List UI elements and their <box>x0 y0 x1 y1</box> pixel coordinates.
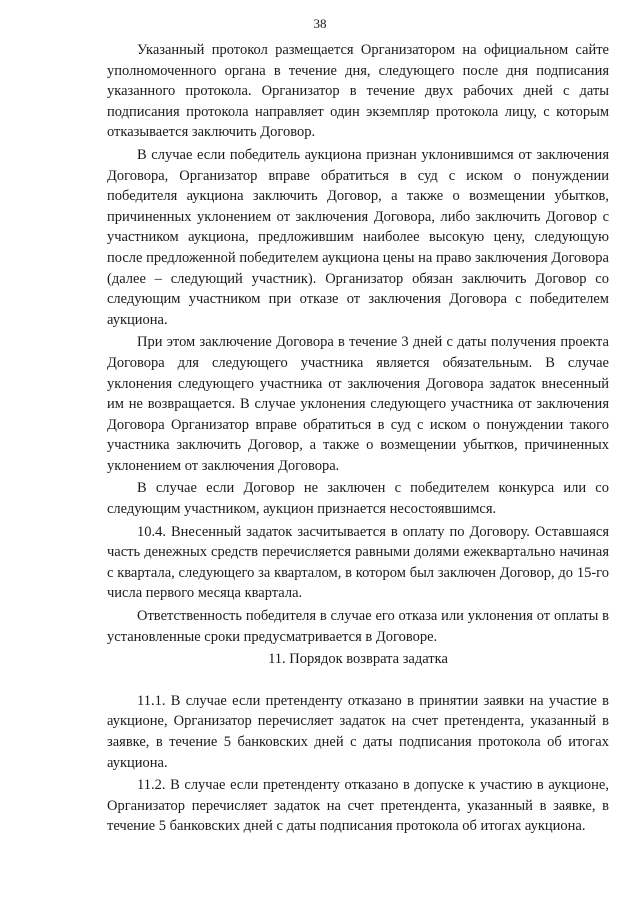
page-number: 38 <box>313 16 327 31</box>
paragraph-11-1: 11.1. В случае если претенденту отказано в принятии заявки на участие в аукционе, Организатор перечисляет задаток на счет претендента, указанный в заявке, в течение 5 банковских дней с даты подписания протокола об итогах аукциона. <box>107 692 609 771</box>
section-heading: 11. Порядок возврата задатка <box>268 651 448 668</box>
paragraph-11-2: 11.2. В случае если претенденту отказано в допуске к участию в аукционе, Организатор перечисляет задаток на счет претендента, указанный в заявке, в течение 5 банковских дней с даты подписания протокола об итогах аукциона. <box>107 777 609 835</box>
document-body <box>107 40 609 837</box>
paragraph-winner-liability: Ответственность победителя в случае его отказа или уклонения от оплаты в установленные сроки предусматривается в Договоре. <box>107 608 609 645</box>
paragraph-protocol-publication: Указанный протокол размещается Организатором на официальном сайте уполномоченного органа в течение дня, следующего после дня подписания указанного протокола. Организатор в течение двух рабочих дней с даты подписания протокола направляет один экземпляр протокола лицу, с которым отказывается заключить Договор. <box>107 42 609 141</box>
paragraph-10-4: 10.4. Внесенный задаток засчитывается в оплату по Договору. Оставшаяся часть денежных средств перечисляется равными долями ежеквартально начиная с квартала, следующего за кварталом, в котором был заключен Договор, до 15-го числа первого месяца квартала. <box>107 523 609 602</box>
paragraph-auction-failed: В случае если Договор не заключен с победителем конкурса или со следующим участником, аукцион признается несостоявшимся. <box>107 480 609 518</box>
paragraph-next-participant: При этом заключение Договора в течение 3 дней с даты получения проекта Договора для следующего участника является обязательным. В случае уклонения следующего участника от заключения Договора задаток внесенный им не возвращается. В случае уклонения следующего участника от заключения Договора Организатор вправе обратиться в суд с иском о понуждении такого участника заключить Договор, а также о возмещении убытков, причиненных уклонением от заключения Договора. <box>107 334 609 474</box>
paragraph-winner-evasion: В случае если победитель аукциона признан уклонившимся от заключения Договора, Организатор вправе обратиться в суд с иском о понуждении победителя аукциона заключить Договор, а также о возмещении убытков, причиненных уклонением от заключения Договора, либо заключить Договор с участником аукциона, предложившим наиболее высокую цену, следующую после предложенной победителем аукциона цены на право заключения Договора (далее – следующий участник). Организатор обязан заключить Договор со следующим участником при отказе от заключения Договора с победителем аукциона. <box>107 146 609 328</box>
